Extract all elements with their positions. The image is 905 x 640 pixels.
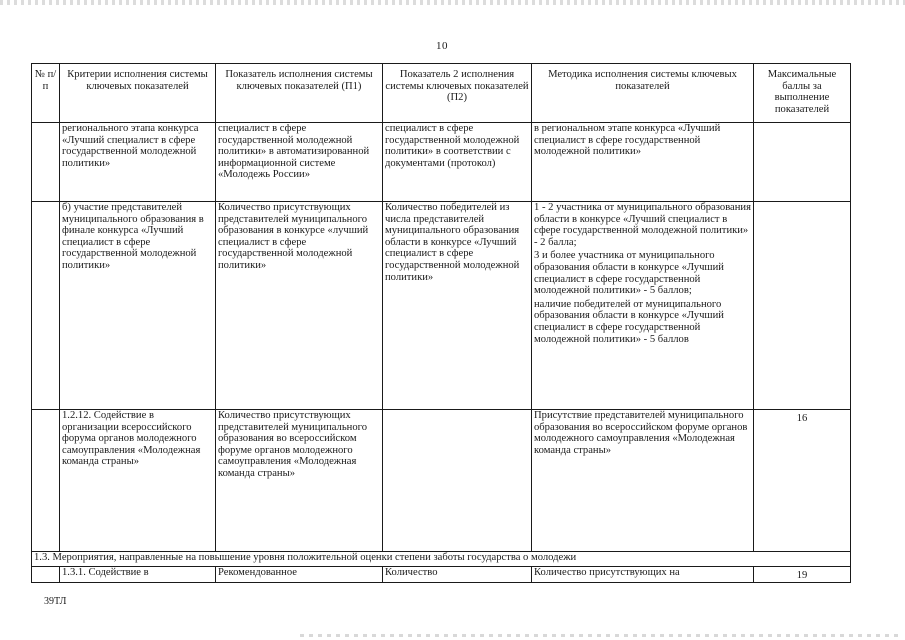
scan-edge-top: [0, 0, 905, 5]
method-paragraph: 3 и более участника от муниципального образования области в конкурсе «Лучший специалист в сфере государственной молодежной политики» - 5 баллов;: [534, 250, 724, 297]
cell-p1: Рекомендованное: [216, 567, 383, 583]
table-row: [32, 567, 851, 583]
table-header-row: [32, 64, 851, 123]
header-method: Методика исполнения системы ключевых показателей: [532, 64, 754, 123]
cell-p2: специалист в сфере государственной молодежной политики» в соответствии с документами (протокол): [383, 123, 532, 202]
cell-criteria: 1.3.1. Содействие в: [60, 567, 216, 583]
footer-code: 39ТЛ: [44, 596, 67, 607]
criteria-table: [31, 63, 851, 583]
cell-max: 16: [754, 410, 851, 552]
cell-max: 19: [754, 567, 851, 583]
page-number: 10: [436, 40, 448, 52]
cell-criteria: регионального этапа конкурса «Лучший специалист в сфере государственной молодежной политики»: [60, 123, 216, 202]
cell-method: в региональном этапе конкурса «Лучший специалист в сфере государственной молодежной политики»: [532, 123, 754, 202]
cell-max: [754, 123, 851, 202]
cell-p2: Количество: [383, 567, 532, 583]
header-num: № п/п: [32, 64, 60, 123]
cell-num: [32, 202, 60, 410]
cell-num: [32, 567, 60, 583]
cell-max: [754, 202, 851, 410]
header-p2: Показатель 2 исполнения системы ключевых показателей (П2): [383, 64, 532, 123]
section-title: 1.3. Мероприятия, направленные на повышение уровня положительной оценки степени заботы государства о молодежи: [32, 552, 851, 567]
cell-p1: Количество присутствующих представителей муниципального образования в конкурсе «лучший специалист в сфере государственной молодежной политики»: [216, 202, 383, 410]
table-row: [32, 123, 851, 202]
table-row: [32, 410, 851, 552]
cell-criteria: 1.2.12. Содействие в организации всероссийского форума органов молодежного самоуправления «Молодежная команда страны»: [60, 410, 216, 552]
cell-method: Количество присутствующих на: [532, 567, 754, 583]
cell-method: [532, 202, 754, 410]
header-p1: Показатель исполнения системы ключевых показателей (П1): [216, 64, 383, 123]
method-paragraph: наличие победителей от муниципального образования области в конкурсе «Лучший специалист в сфере государственной молодежной политики» - 5 баллов: [534, 298, 724, 345]
header-criteria: Критерии исполнения системы ключевых показателей: [60, 64, 216, 123]
cell-num: [32, 410, 60, 552]
header-max: Максимальные баллы за выполнение показателей: [754, 64, 851, 123]
cell-p2: Количество победителей из числа представителей муниципального образования области в конкурсе «Лучший специалист в сфере государственной молодежной политики»: [383, 202, 532, 410]
section-row: [32, 552, 851, 567]
cell-p1: специалист в сфере государственной молодежной политики» в автоматизированной информационной системе «Молодежь России»: [216, 123, 383, 202]
scan-edge-bottom: [300, 634, 900, 637]
cell-num: [32, 123, 60, 202]
table-row: [32, 202, 851, 410]
cell-p2: [383, 410, 532, 552]
cell-p1: Количество присутствующих представителей муниципального образования во всероссийском форуме органов молодежного самоуправления «Молодежная команда страны»: [216, 410, 383, 552]
method-paragraph: 1 - 2 участника от муниципального образования области в конкурсе «Лучший специалист в сфере государственной молодежной политики» - 2 балла;: [534, 202, 751, 248]
cell-criteria: б) участие представителей муниципального образования в финале конкурса «Лучший специалист в сфере государственной молодежной политики»: [60, 202, 216, 410]
cell-method: Присутствие представителей муниципального образования во всероссийском форуме органов молодежного самоуправления «Молодежная команда страны»: [532, 410, 754, 552]
